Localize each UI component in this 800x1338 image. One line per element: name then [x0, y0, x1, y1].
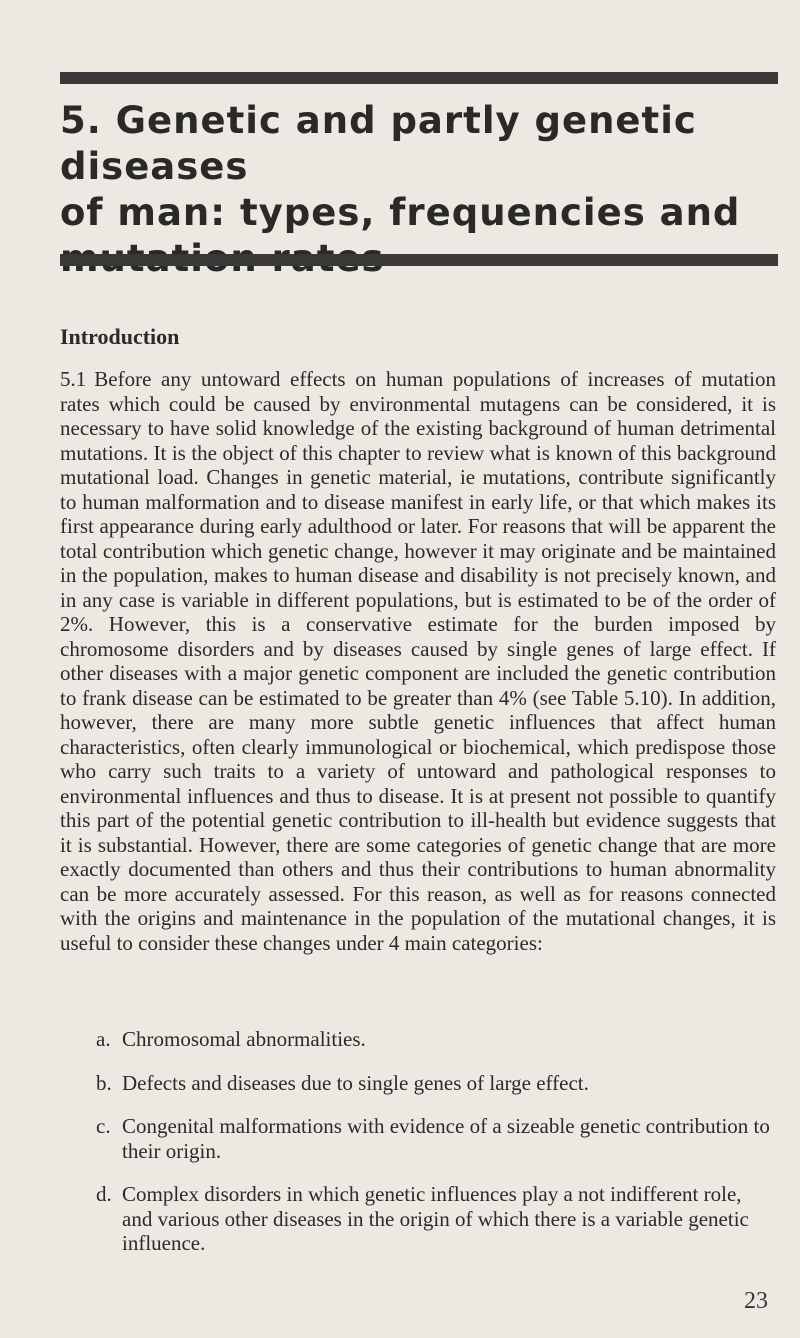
- paragraph-text: Before any untoward effects on human populations of increases of mutation rates which could be caused by environmental mutagens can be considered, it is necessary to have solid knowledge of the existing background of human detrimental mutations. It is the object of this chapter to review what is known of this background mutational load. Changes in genetic material, ie mutations, contribute significantly to human malformation and to disease manifest in early life, or that which makes its first appearance during early adulthood or later. For reasons that will be apparent the total contribution which genetic change, however it may originate and be maintained in the population, makes to human disease and disability is not precisely known, and in any case is variable in different populations, but is estimated to be of the order of 2%. However, this is a conservative estimate for the burden imposed by chromosome disorders and by diseases caused by single genes of large effect. If other diseases with a major genetic component are included the genetic contribution to frank disease can be estimated to be greater than 4% (see Table 5.10). In addition, however, there are many more subtle genetic influences that affect human characteristics, often clearly immunological or biochemical, which predispose those who carry such traits to a variety of untoward and pathological responses to environmental influences and thus to disease. It is at present not possible to quantify this part of the potential genetic contribution to ill-health but evidence suggests that it is substantial. However, there are some categories of genetic change that are more exactly documented than others and thus their contributions to human abnormality can be more accurately assessed. For this reason, as well as for reasons connected with the origins and maintenance in the population of the mutational changes, it is useful to consider these changes under 4 main categories:: [60, 367, 776, 955]
- chapter-title-line-2: of man: types, frequencies and: [60, 191, 741, 234]
- list-item-text: Chromosomal abnormalities.: [122, 1027, 366, 1051]
- chapter-title-line-1: 5. Genetic and partly genetic diseases: [60, 99, 697, 188]
- list-item-marker: a.: [96, 1027, 111, 1051]
- section-heading: Introduction: [60, 324, 180, 349]
- list-item: [96, 1182, 776, 1256]
- list-item-marker: d.: [96, 1182, 112, 1206]
- paragraph-number: 5.1: [60, 367, 87, 391]
- list-item-marker: b.: [96, 1070, 112, 1095]
- paragraph-5-1: [60, 367, 776, 955]
- list-item: [96, 1027, 776, 1052]
- category-list: [96, 1027, 776, 1256]
- list-item-text: Complex disorders in which genetic influences play a not indifferent role, and various other diseases in the origin of which there is a variable genetic influence.: [122, 1182, 749, 1255]
- page-number: 23: [744, 1288, 768, 1314]
- top-rule: [60, 72, 778, 84]
- list-item-marker: c.: [96, 1114, 111, 1138]
- list-item: [96, 1114, 776, 1163]
- list-item-text: Congenital malformations with evidence of a sizeable genetic contribution to their origin.: [122, 1114, 770, 1163]
- bottom-rule: [60, 254, 778, 266]
- list-item-text: Defects and diseases due to single genes of large effect.: [122, 1070, 589, 1095]
- list-item: [96, 1071, 776, 1096]
